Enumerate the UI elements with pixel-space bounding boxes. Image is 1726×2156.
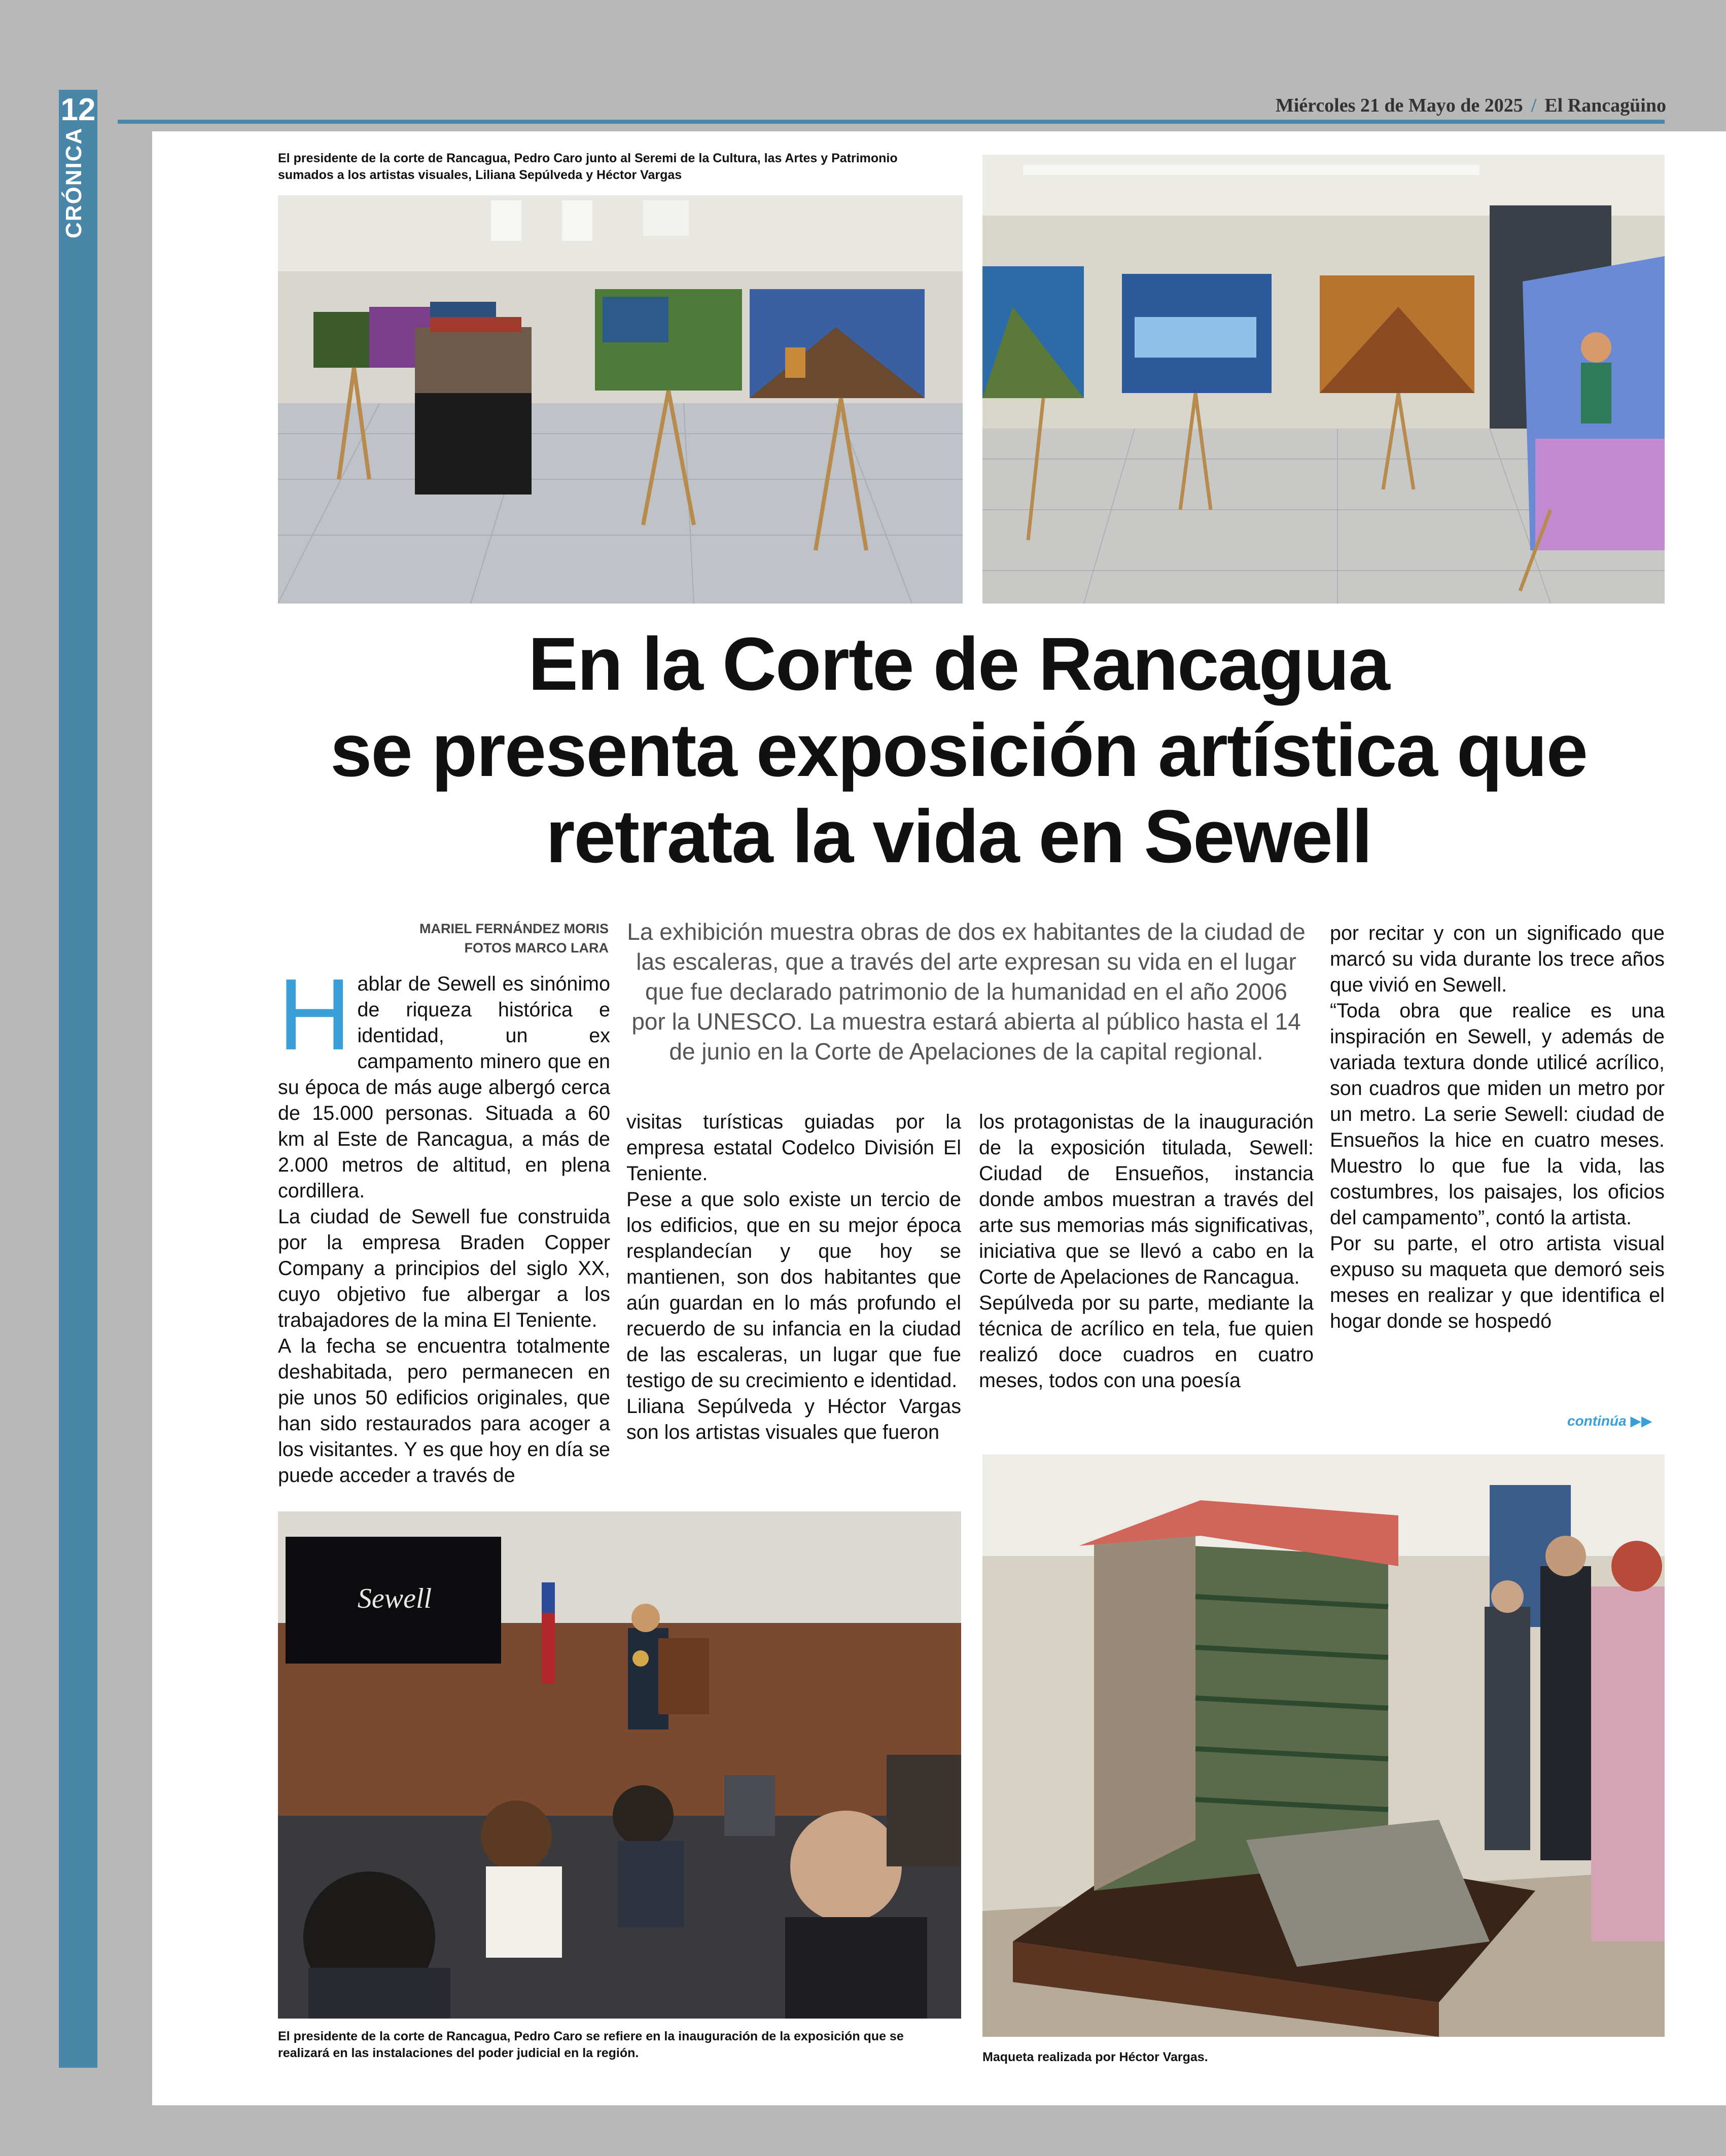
bottom-right-photo-caption: Maqueta realizada por Héctor Vargas. — [982, 2050, 1208, 2064]
gallery-right-image — [982, 155, 1665, 604]
continues-label: continúa — [1567, 1413, 1627, 1429]
continues-marker[interactable] — [1567, 1412, 1652, 1429]
section-label: CRÓNICA — [61, 127, 86, 238]
body-column-3 — [979, 1109, 1314, 1394]
page-number: 12 — [60, 92, 96, 127]
maqueta-image — [982, 1455, 1665, 2037]
gallery-photo-right — [982, 155, 1665, 604]
col3-paragraph-2: Sepúlveda por su parte, mediante la técnica de acrílico en tela, fue quien realizó doce cuadros en cuatro meses, todos con una poesía — [979, 1292, 1314, 1392]
body-column-1 — [278, 958, 610, 1489]
col2-paragraph-3: Liliana Sepúlveda y Héctor Vargas son los artistas visuales que fueron — [626, 1395, 961, 1443]
col1-paragraph-3: A la fecha se encuentra totalmente deshabitada, pero permanecen en pie unos 50 edificios originales, que han sido restaurados para acoger a los visitantes. Y es que hoy en día se puede acceder a través de — [278, 1335, 610, 1487]
ceremony-photo — [278, 1511, 961, 2019]
newspaper-name: El Rancagüino — [1544, 95, 1666, 116]
author-name: MARIEL FERNÁNDEZ MORIS — [419, 921, 609, 936]
bottom-left-photo-caption: El presidente de la corte de Rancagua, Pedro Caro se refiere en la inauguración de la exposición que se realizará en las instalaciones del poder judicial en la región. — [278, 2029, 904, 2060]
headline-line-1: En la Corte de Rancagua — [528, 622, 1389, 706]
photo-credit: FOTOS MARCO LARA — [464, 940, 609, 956]
headline-line-2: se presenta exposición artística que — [330, 709, 1587, 792]
article-headline — [274, 621, 1643, 880]
col4-paragraph-2: “Toda obra que realice es una inspiración en Sewell, y además de variada textura donde utilicé acrílico, son cuadros que miden un metro por un metro. La serie Sewell: ciudad de Ensueños la hice en cuatro meses. Muestro lo que fue la vida, las costumbres, los paisajes, los oficios del campamento”, contó la artista. — [1330, 1000, 1665, 1229]
body-column-2 — [626, 1109, 961, 1445]
ceremony-image — [278, 1511, 961, 2019]
col3-paragraph-1: los protagonistas de la inauguración de la exposición titulada, Sewell: Ciudad de Ensueños, instancia donde ambos muestran a través del arte sus memorias más significativas, iniciativa que se llevó a cabo en la Corte de Apelaciones de Rancagua. — [979, 1111, 1314, 1288]
gallery-left-image — [278, 195, 963, 604]
byline — [401, 919, 609, 958]
issue-date: Miércoles 21 de Mayo de 2025 — [1275, 95, 1523, 116]
header-rule — [118, 120, 1665, 124]
section-side-bar — [59, 90, 97, 2068]
model-photo — [982, 1455, 1665, 2037]
col1-paragraph-2: La ciudad de Sewell fue construida por la empresa Braden Copper Company a principios del siglo XX, cuyo objetivo fue albergar a los trabajadores de la mina El Teniente. — [278, 1206, 610, 1331]
top-left-photo-caption: El presidente de la corte de Rancagua, Pedro Caro junto al Seremi de la Cultura, las Artes y Patrimonio sumados a los artistas visuales, Liliana Sepúlveda y Héctor Vargas — [278, 151, 898, 182]
dropcap-letter: H — [278, 958, 351, 1071]
screen-sewell-text: Sewell — [357, 1583, 432, 1614]
col4-paragraph-3: Por su parte, el otro artista visual expuso su maqueta que demoró seis meses en realizar y que identifica el hogar donde se hospedó — [1330, 1232, 1665, 1332]
headline-line-3: retrata la vida en Sewell — [545, 795, 1372, 878]
col1-paragraph-1: ablar de Sewell es sinónimo de riqueza histórica e identidad, un ex campamento minero que en su época de más auge albergó cerca de 15.000 personas. Situada a 60 km al Este de Rancagua, a más de 2.000 metros de altitud, en plena cordillera. — [278, 973, 610, 1202]
article-lede: La exhibición muestra obras de dos ex habitantes de la ciudad de las escaleras, que a través del arte expresan su vida en el lugar que fue declarado patrimonio de la humanidad en el año 2006 por la UNESCO. La muestra estará abierta al público hasta el 14 de junio en la Corte de Apelaciones de la capital regional. — [627, 918, 1306, 1065]
continue-arrow-icon: ▶▶ — [1626, 1413, 1652, 1429]
col2-paragraph-1: visitas turísticas guiadas por la empresa estatal Codelco División El Teniente. — [626, 1111, 961, 1185]
gallery-photo-left — [278, 195, 963, 604]
body-column-4 — [1330, 921, 1665, 1334]
dateline-separator: / — [1531, 95, 1537, 116]
col4-paragraph-1: por recitar y con un significado que marcó su vida durante los trece años que vivió en Sewell. — [1330, 922, 1665, 996]
header-dateline — [1276, 94, 1666, 117]
col2-paragraph-2: Pese a que solo existe un tercio de los edificios, que en su mejor época resplandecían y que hoy se mantienen, son dos habitantes que aún guardan en lo más profundo el recuerdo de su infancia en la ciudad de las escaleras, un lugar que fue testigo de su crecimiento e identidad. — [626, 1188, 961, 1392]
